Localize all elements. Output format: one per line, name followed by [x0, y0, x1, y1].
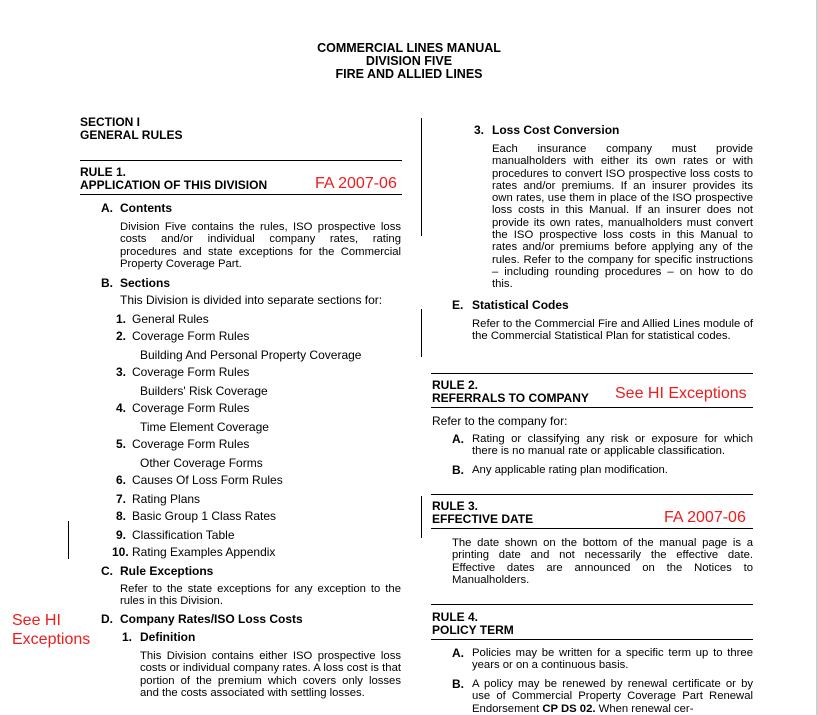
list-item: 4. Coverage Form Rules [115, 401, 250, 415]
division-subtitle: FIRE AND ALLIED LINES [335, 67, 483, 81]
list-item-sub: Other Coverage Forms [140, 456, 263, 470]
rule2-number: RULE 2. [432, 378, 479, 392]
item-a-text: Division Five contains the rules, ISO prospective loss costs and/or individual company rates, rating procedures and state exceptions for the Commercial Property Coverage Part. [120, 221, 401, 270]
rule2-b-text: Any applicable rating plan modification. [472, 464, 668, 476]
revision-bar [421, 309, 422, 357]
item-d3-title: Loss Cost Conversion [492, 123, 620, 137]
rule2-b-label: B. [452, 463, 464, 477]
list-item-sub: Builders' Risk Coverage [140, 384, 268, 398]
rule2-a-text: Rating or classifying any risk or exposure for which there is no manual rate or applicable classification. [472, 433, 753, 458]
item-d1-number: 1. [122, 630, 133, 644]
divider [431, 639, 753, 640]
list-item: 5. Coverage Form Rules [115, 437, 250, 451]
rule4-a-label: A. [452, 646, 464, 660]
item-d3-text: Each insurance company must provide manualholders with either its own rates or with procedures to convert ISO prospective loss costs to rates and/or premiums. If an insurer provides its own rates, use them in place of the ISO prospective loss costs in this Manual. If an insurer does not provide its own rates, manualholders must convert the ISO prospective loss costs in this Manual to rates and/or premiums before applying any of the rules. Refer to the company for specific instructions – including rounding procedures – on how to do this. [492, 143, 753, 291]
revision-bar [421, 118, 422, 236]
item-b-label: B. [101, 276, 113, 290]
item-d1-title: Definition [140, 630, 196, 644]
rule4-title: POLICY TERM [432, 623, 514, 637]
divider [431, 407, 753, 408]
divider [80, 160, 402, 161]
list-item: 2. Coverage Form Rules [115, 329, 250, 343]
list-item-sub: Time Element Coverage [140, 420, 269, 434]
rule1-annotation: FA 2007-06 [315, 175, 397, 192]
exceptions-annotation: Exceptions [12, 631, 91, 648]
list-item: 6. Causes Of Loss Form Rules [115, 473, 283, 487]
item-c-label: C. [101, 564, 113, 578]
rule4-b-text: A policy may be renewed by renewal certificate or by use of Commercial Property Coverage Part Renewal Endorsement CP DS 02. When renewal cer- [472, 678, 753, 715]
list-item-sub: Building And Personal Property Coverage [140, 348, 362, 362]
list-item: 1. General Rules [115, 312, 209, 326]
list-item: 7. Rating Plans [115, 492, 201, 506]
revision-bar [421, 496, 422, 538]
see-hi-annotation: See HI [12, 612, 61, 629]
rule3-annotation: FA 2007-06 [664, 509, 746, 526]
divider [431, 604, 753, 605]
rule2-intro: Refer to the company for: [432, 414, 568, 428]
divider [431, 494, 753, 495]
rule1-number: RULE 1. [80, 165, 127, 179]
rule4-number: RULE 4. [432, 610, 479, 624]
item-a-label: A. [101, 201, 113, 215]
rule2-title: REFERRALS TO COMPANY [432, 391, 589, 405]
item-d-label: D. [101, 612, 113, 626]
rule3-text: The date shown on the bottom of the manual page is a printing date and not necessarily the effective date. Effective dates are announced on the Notices to Manualholders. [452, 537, 753, 586]
item-c-text: Refer to the state exceptions for any exception to the rules in this Division. [120, 583, 401, 608]
item-a-title: Contents [120, 201, 172, 215]
item-d-title: Company Rates/ISO Loss Costs [120, 612, 303, 626]
section-title: GENERAL RULES [80, 128, 183, 142]
item-e-title: Statistical Codes [472, 298, 569, 312]
form-code: CP DS 02. [542, 702, 596, 715]
rule3-title: EFFECTIVE DATE [432, 512, 534, 526]
list-item: 8. Basic Group 1 Class Rates [115, 509, 277, 523]
item-b-intro: This Division is divided into separate sections for: [120, 293, 383, 307]
division-title: DIVISION FIVE [365, 54, 453, 68]
rule2-a-label: A. [452, 432, 464, 446]
divider [80, 194, 402, 195]
item-b-title: Sections [120, 276, 171, 290]
divider [431, 528, 753, 529]
rule4-b-label: B. [452, 677, 464, 691]
item-e-text: Refer to the Commercial Fire and Allied Lines module of the Commercial Statistical Plan for statistical codes. [472, 318, 753, 343]
section-number: SECTION I [80, 115, 141, 129]
rule3-number: RULE 3. [432, 499, 479, 513]
rule4-a-text: Policies may be written for a specific term up to three years or on a continuous basis. [472, 647, 753, 672]
item-d1-text: This Division contains either ISO prospective loss costs or individual company rates. A loss cost is that portion of the premium which covers only losses and the costs associated with settling losses. [140, 650, 401, 699]
list-item: 3. Coverage Form Rules [115, 365, 250, 379]
divider [431, 373, 753, 374]
rule1-title: APPLICATION OF THIS DIVISION [80, 178, 268, 192]
revision-bar [68, 521, 69, 559]
item-d3-number: 3. [474, 123, 485, 137]
list-item: 10. Rating Examples Appendix [112, 545, 276, 559]
rule2-annotation: See HI Exceptions [615, 385, 747, 402]
list-item: 9. Classification Table [115, 528, 235, 542]
manual-title: COMMERCIAL LINES MANUAL [317, 41, 501, 55]
item-c-title: Rule Exceptions [120, 564, 214, 578]
item-e-label: E. [452, 298, 464, 312]
